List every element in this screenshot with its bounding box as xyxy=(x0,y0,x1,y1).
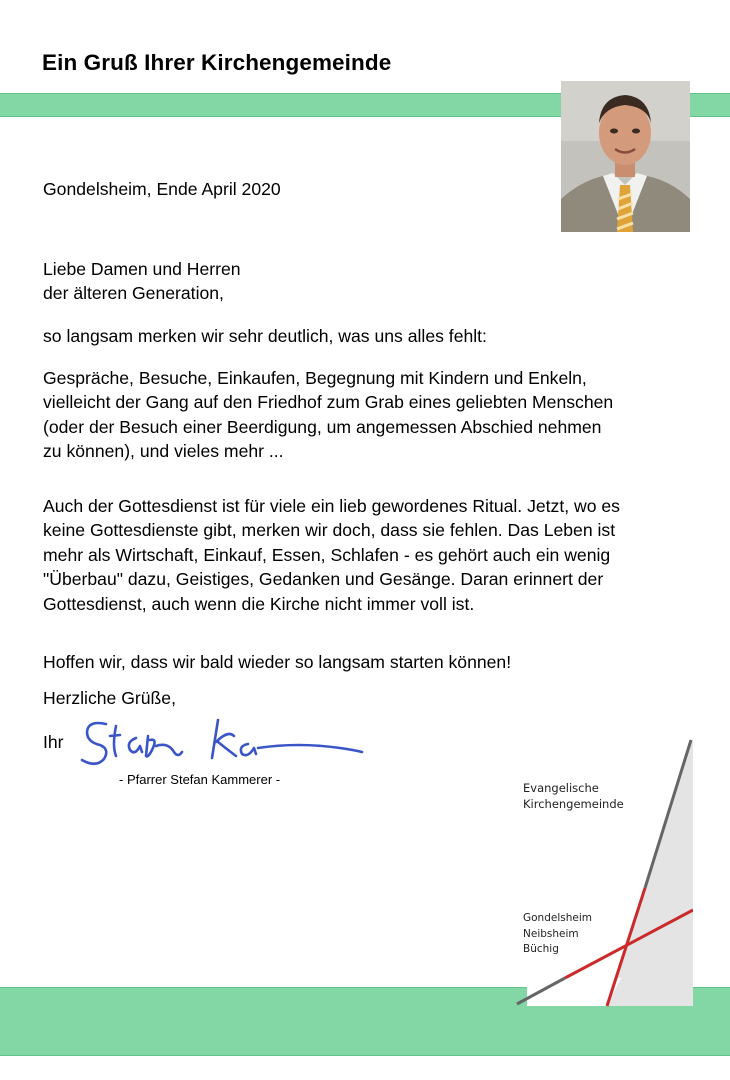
ihr-label: Ihr xyxy=(43,732,64,752)
text-line: vielleicht der Gang auf den Friedhof zum Grab eines geliebten Menschen xyxy=(43,392,614,413)
text-line: Hoffen wir, dass wir bald wieder so langsam starten können! xyxy=(43,652,512,672)
paragraph-2 xyxy=(43,366,613,464)
logo-places xyxy=(523,911,592,958)
church-logo xyxy=(515,738,693,1010)
signer-name: - Pfarrer Stefan Kammerer - xyxy=(119,772,281,787)
paragraph-1 xyxy=(43,324,487,348)
salutation xyxy=(43,257,241,306)
text-line: zu können), und vieles mehr ... xyxy=(43,441,284,462)
text-line: mehr als Wirtschaft, Einkauf, Essen, Schlafen - es gehört auch ein wenig xyxy=(43,544,611,565)
text-line: Auch der Gottesdienst ist für viele ein lieb gewordenes Ritual. Jetzt, wo es xyxy=(43,496,620,516)
logo-name-line: Kirchengemeinde xyxy=(523,797,624,811)
text-line: "Überbau" dazu, Geistiges, Gedanken und Gesänge. Daran erinnert der xyxy=(43,569,604,590)
paragraph-3 xyxy=(43,494,620,616)
text-line: so langsam merken wir sehr deutlich, was uns alles fehlt: xyxy=(43,326,487,346)
page-title: Ein Gruß Ihrer Kirchengemeinde xyxy=(42,50,392,75)
logo-wordmark xyxy=(523,780,624,812)
letter-date: Gondelsheim, Ende April 2020 xyxy=(43,179,281,199)
closing: Herzliche Grüße, xyxy=(43,688,176,708)
text-line: keine Gottesdienste gibt, merken wir doch, dass sie fehlen. Das Leben ist xyxy=(43,520,616,541)
logo-name-line: Evangelische xyxy=(523,781,599,795)
text-line: der älteren Generation, xyxy=(43,283,224,304)
place-name: Büchig xyxy=(523,943,559,955)
pastor-portrait xyxy=(561,81,690,232)
place-name: Gondelsheim xyxy=(523,912,592,924)
place-name: Neibsheim xyxy=(523,927,579,940)
text-line: Liebe Damen und Herren xyxy=(43,259,241,279)
text-line: (oder der Besuch einer Beerdigung, um angemessen Abschied nehmen xyxy=(43,416,602,437)
text-line: Gottesdienst, auch wenn die Kirche nicht immer voll ist. xyxy=(43,593,475,614)
text-line: Gespräche, Besuche, Einkaufen, Begegnung mit Kindern und Enkeln, xyxy=(43,368,587,388)
paragraph-4 xyxy=(43,650,511,674)
handwritten-signature xyxy=(78,712,378,774)
